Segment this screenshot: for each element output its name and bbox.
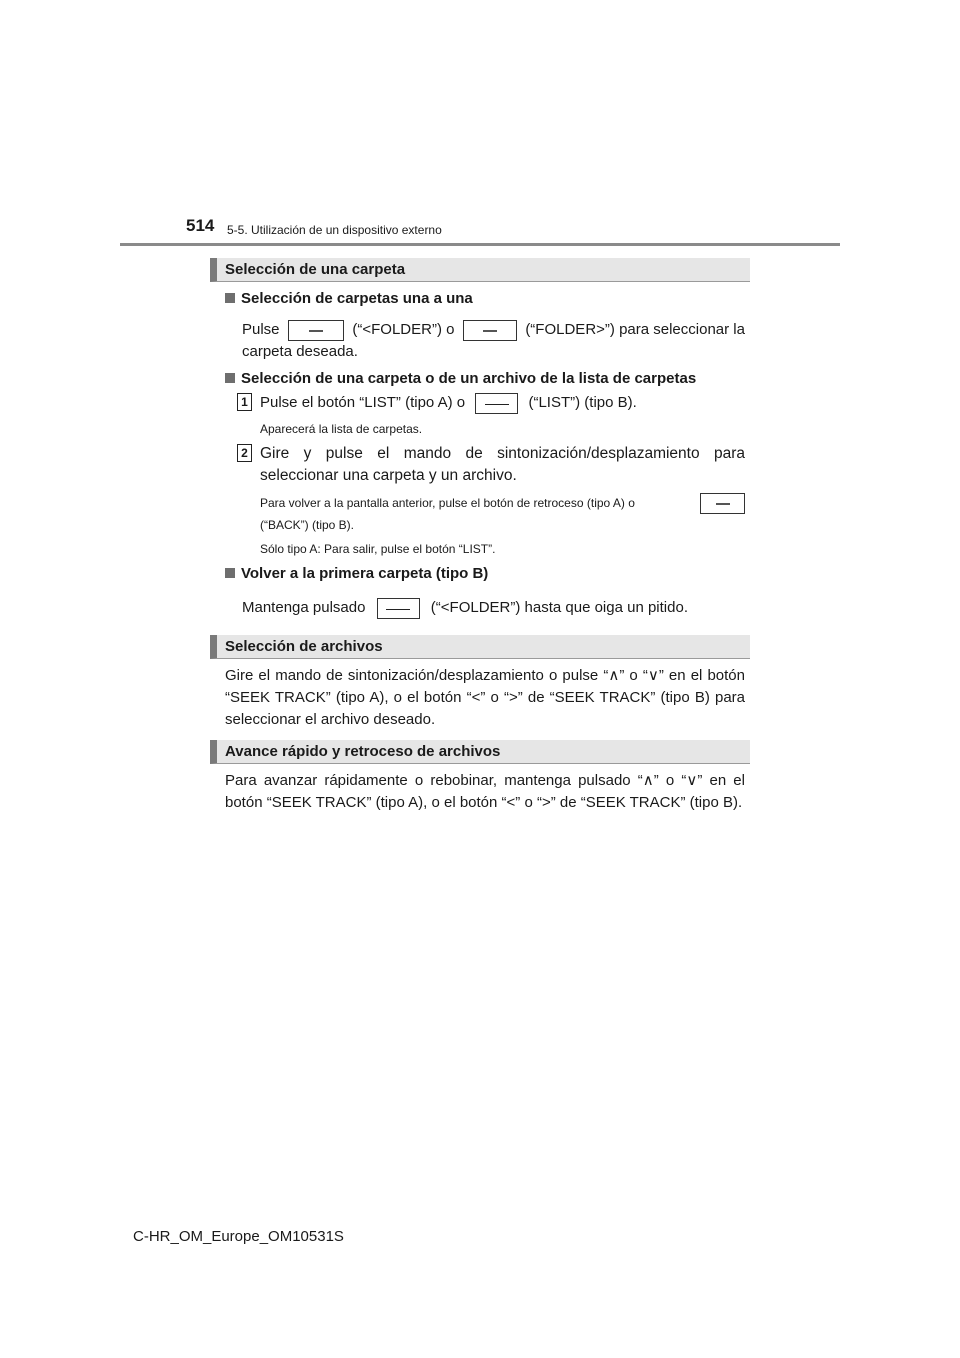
text: Pulse el botón “LIST” (tipo A) o	[260, 394, 466, 411]
text: Para volver a la pantalla anterior, pulse el botón de retroceso (tipo A) o	[260, 496, 635, 510]
folder-prev-button-icon	[288, 320, 344, 341]
subheading-carpetas-una-a-una	[225, 290, 473, 307]
back-button-icon	[700, 493, 745, 514]
note-step-1: Aparecerá la lista de carpetas.	[260, 422, 423, 436]
text: (“FOLDER>”) para seleccionar la	[525, 321, 745, 338]
text: carpeta deseada.	[242, 343, 358, 360]
subheading-label: Selección de carpetas una a una	[241, 290, 473, 307]
subheading-lista-carpetas	[225, 370, 696, 387]
section-header-archivos	[210, 635, 750, 659]
paragraph-avance: Para avanzar rápidamente o rebobinar, mantenga pulsado “∧” o “∨” en el botón “SEEK TRACK” (tipo A), o el botón “<” o “>” de “SEEK TRACK” (tipo B).	[225, 772, 745, 811]
subheading-label: Selección de una carpeta o de un archivo de la lista de carpetas	[241, 370, 697, 387]
paragraph-folder-buttons	[242, 319, 745, 363]
step-number-1: 1	[237, 393, 252, 411]
subheading-label: Volver a la primera carpeta (tipo B)	[241, 565, 489, 582]
text: Mantenga pulsado	[242, 599, 366, 616]
section-header-carpeta	[210, 258, 750, 282]
page-number: 514	[186, 216, 215, 235]
paragraph-archivos: Gire el mando de sintonización/desplazamiento o pulse “∧” o “∨” en el botón “SEEK TRACK” (tipo A), o el botón “<” o “>” de “SEEK TRACK” (tipo B) para seleccionar el archivo deseado.	[225, 667, 745, 728]
text: Sólo tipo A: Para salir, pulse el botón “LIST”.	[260, 542, 496, 556]
chapter-title: 5-5. Utilización de un dispositivo externo	[227, 223, 442, 237]
folder-prev-button-icon	[377, 598, 420, 619]
square-bullet-icon	[225, 293, 235, 303]
subheading-primera-carpeta	[225, 565, 488, 582]
square-bullet-icon	[225, 373, 235, 383]
text: (“LIST”) (tipo B).	[528, 394, 637, 411]
section-title: Selección de una carpeta	[225, 261, 406, 278]
text: (“<FOLDER”) hasta que oiga un pitido.	[430, 599, 688, 616]
text: (“BACK”) (tipo B).	[260, 518, 355, 532]
section-title: Selección de archivos	[225, 638, 383, 655]
paragraph-step-1	[260, 392, 637, 414]
footer-doc-id: C-HR_OM_Europe_OM10531S	[133, 1228, 344, 1245]
note-step-2	[260, 492, 745, 560]
text: (“<FOLDER”) o	[352, 321, 455, 338]
folder-next-button-icon	[463, 320, 517, 341]
section-title: Avance rápido y retroceso de archivos	[225, 743, 501, 760]
paragraph-primera-carpeta	[242, 597, 688, 619]
square-bullet-icon	[225, 568, 235, 578]
header-rule	[120, 243, 840, 246]
step-number-2: 2	[237, 444, 252, 462]
list-button-icon	[475, 393, 518, 414]
paragraph-step-2: Gire y pulse el mando de sintonización/desplazamiento para seleccionar una carpeta y un archivo.	[260, 445, 745, 484]
text: Pulse	[242, 321, 280, 338]
section-header-avance	[210, 740, 750, 764]
